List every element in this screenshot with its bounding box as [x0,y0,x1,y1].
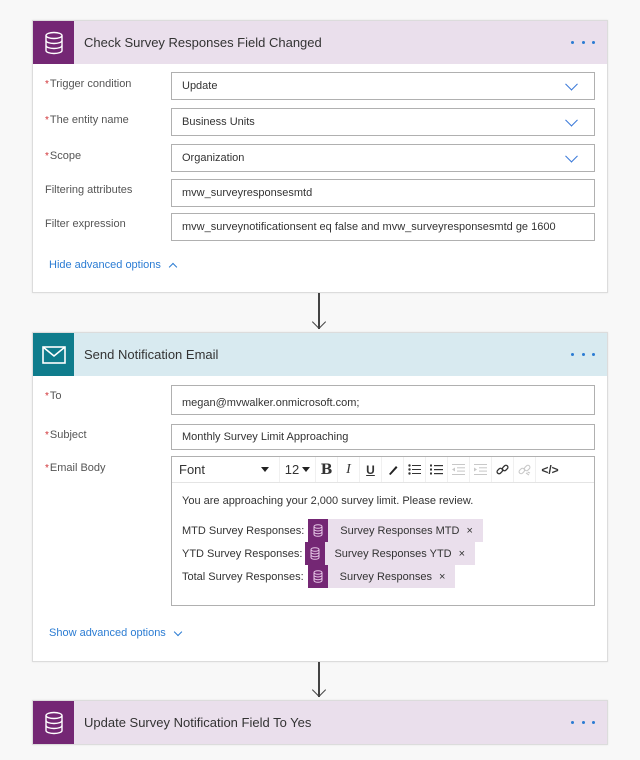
token-label: Survey Responses YTD [334,547,452,560]
bulleted-list-button[interactable] [404,457,426,482]
code-view-button[interactable]: </> [541,462,559,477]
token-label: Survey Responses MTD [340,524,460,537]
chevron-down-icon [565,150,578,163]
field-label: Trigger condition [49,78,132,90]
insert-link-button[interactable] [492,457,514,482]
bullet-list-icon [408,464,421,475]
field-filtering-attributes [33,179,607,207]
body-line-mtd [182,519,584,542]
font-size-dropdown[interactable]: 12 [280,457,316,482]
flow-connector-arrow [318,662,320,700]
remove-token-icon[interactable]: × [439,570,446,583]
body-intro-text: You are approaching your 2,000 survey limit. Please review. [182,495,474,507]
dropdown-value: Organization [182,152,245,164]
chevron-down-icon [174,627,182,635]
database-icon [308,565,328,588]
unlink-icon [518,463,531,476]
caret-down-icon [261,467,269,472]
database-icon [305,542,325,565]
field-to [33,385,607,415]
field-label: Filtering attributes [45,184,133,196]
field-label: Subject [49,429,87,441]
update-card-header[interactable] [33,701,607,744]
editor-toolbar [172,457,594,483]
dropdown-value: Business Units [182,116,255,128]
body-line-ytd [182,542,584,565]
hide-advanced-options-link[interactable]: Hide advanced options [49,259,176,271]
underline-button[interactable]: U [360,457,382,482]
chevron-down-icon [565,114,578,127]
required-marker: * [45,391,49,402]
trigger-condition-dropdown[interactable] [171,72,595,100]
italic-button[interactable]: I [338,457,360,482]
email-body-content[interactable] [172,483,594,600]
body-line-label: Total Survey Responses: [182,570,304,583]
card-title: Send Notification Email [84,347,219,362]
outdent-icon [452,464,465,475]
field-label: Email Body [49,462,106,474]
indent-icon [474,464,487,475]
update-card [32,700,608,745]
show-advanced-options-link[interactable]: Show advanced options [49,627,181,639]
token-label: Survey Responses [339,570,432,583]
to-input[interactable] [171,385,595,415]
database-icon [33,701,74,744]
caret-down-icon [302,467,310,472]
filter-expression-input[interactable] [171,213,595,241]
highlight-pen-button[interactable] [382,457,404,482]
pen-icon [387,464,399,476]
required-marker: * [45,151,49,162]
filtering-attributes-input[interactable] [171,179,595,207]
card-title: Update Survey Notification Field To Yes [84,715,312,730]
card-title: Check Survey Responses Field Changed [84,35,322,50]
trigger-card [32,20,608,293]
remove-link-button[interactable] [514,457,536,482]
flow-connector-arrow [318,293,320,332]
required-marker: * [45,79,49,90]
more-options-button[interactable] [571,35,595,49]
trigger-card-header[interactable] [33,21,607,64]
field-scope [33,144,607,172]
subject-input[interactable] [171,424,595,450]
input-value: mvw_surveyresponsesmtd [182,187,313,199]
body-line-total [182,565,584,588]
scope-dropdown[interactable] [171,144,595,172]
remove-token-icon[interactable]: × [458,547,466,560]
input-value: Monthly Survey Limit Approaching [182,431,349,443]
remove-token-icon[interactable]: × [466,524,473,537]
field-entity-name [33,108,607,136]
dynamic-content-token[interactable] [305,542,475,565]
more-options-button[interactable] [571,347,595,361]
chevron-down-icon [565,78,578,91]
field-label: To [49,390,62,402]
dropdown-value: Update [182,80,218,92]
font-dropdown[interactable]: Font [172,457,280,482]
field-label: Filter expression [45,218,126,230]
email-card-header[interactable] [33,333,607,376]
field-label: Scope [49,150,82,162]
database-icon [33,21,74,64]
more-options-button[interactable] [571,715,595,729]
dynamic-content-token[interactable] [308,519,483,542]
decrease-indent-button[interactable] [448,457,470,482]
numbered-list-button[interactable] [426,457,448,482]
field-label: The entity name [49,114,129,126]
field-subject [33,424,607,450]
email-card [32,332,608,662]
body-line-label: YTD Survey Responses: [182,547,303,560]
mail-icon [33,333,74,376]
increase-indent-button[interactable] [470,457,492,482]
input-value: megan@mvwalker.onmicrosoft.com; [182,397,360,409]
link-icon [496,463,509,476]
required-marker: * [45,115,49,126]
input-value: mvw_surveynotificationsent eq false and mvw_surveyresponsesmtd ge 1600 [182,221,556,233]
field-trigger-condition [33,72,607,100]
chevron-up-icon [169,263,177,271]
numbered-list-icon [430,464,443,475]
field-filter-expression [33,213,607,241]
email-body-editor[interactable] [171,456,595,606]
body-line-label: MTD Survey Responses: [182,524,305,537]
database-icon [308,519,328,542]
required-marker: * [45,430,49,441]
entity-name-dropdown[interactable] [171,108,595,136]
bold-button[interactable]: B [316,457,338,482]
required-marker: * [45,463,49,474]
dynamic-content-token[interactable] [308,565,456,588]
